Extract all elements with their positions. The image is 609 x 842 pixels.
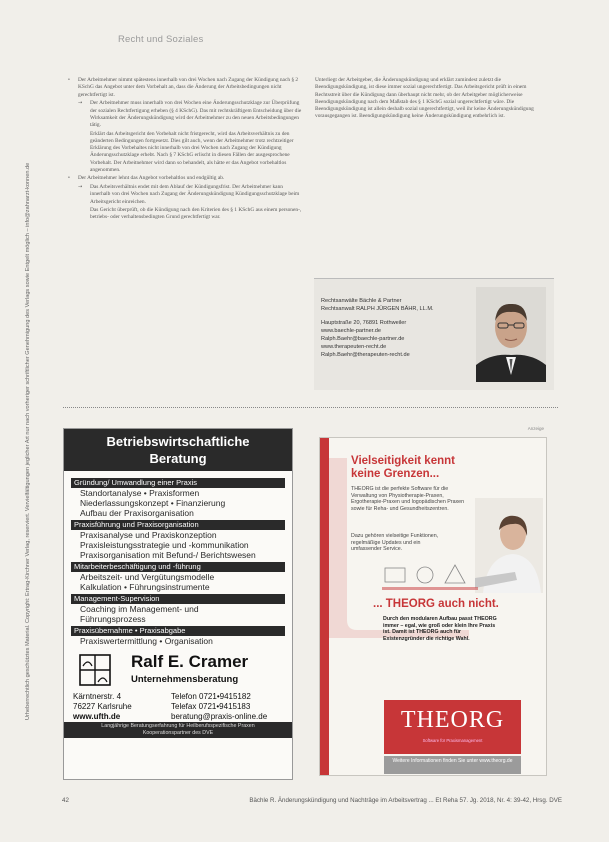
cramer-street: Kärntnerstr. 4 xyxy=(73,692,122,701)
theorg-decor-icons xyxy=(380,553,480,593)
paragraph-arrow: → Der Arbeitnehmer muss innerhalb von drei Wochen eine Änderungsschutzklage zur Überprüfung der sozialen Rechtfertigung erheben (§ 4 KSchG). Das mit rechtskräftigem Entscheidung über die Wirksamkeit der Änderungskündigung wird der Arbeitnehmer zu den neuen Arbeitsbedingungen tätig. xyxy=(66,100,304,129)
cramer-name: Ralf E. Cramer xyxy=(131,652,249,671)
service-item: Praxisanalyse und Praxiskonzeption xyxy=(80,530,217,540)
service-item: Arbeitszeit- und Vergütungsmodelle xyxy=(80,572,215,582)
copyright-sidebar xyxy=(20,120,36,720)
cramer-contact xyxy=(71,692,285,722)
service-category: Praxisübernahme • Praxisabgabe xyxy=(71,626,285,636)
service-item: Coaching im Management- und xyxy=(80,604,199,614)
section-divider xyxy=(63,407,558,408)
section-header: Recht und Soziales xyxy=(118,34,204,45)
service-item: Praxiswertermittlung • Organisation xyxy=(80,636,213,646)
theorg-red-stripe xyxy=(320,438,329,775)
cramer-logo xyxy=(71,652,285,692)
cramer-city: 76227 Karlsruhe xyxy=(73,702,132,711)
author-web-link-2[interactable]: www.therapeuten-recht.de xyxy=(321,344,387,350)
page-number: 42 xyxy=(62,797,69,804)
author-web-link[interactable]: www.baechle-partner.de xyxy=(321,328,382,334)
paragraph-bullet: • Der Arbeitnehmer nimmt spätestens innerhalb von drei Wochen nach Zugang der Kündigung nach § 2 KSchG das Angebot unter dem Vorbehalt an, dass die Änderung der Arbeitsbedingungen nicht gerechtfertigt ist. xyxy=(66,77,304,99)
theorg-headline: Vielseitigkeit kennt keine Grenzen... xyxy=(351,455,455,480)
cramer-email-link[interactable]: beratung@praxis-online.de xyxy=(171,712,268,721)
paragraph-bullet: • Der Arbeitnehmer lehnt das Angebot vorbehaltlos und endgültig ab. xyxy=(66,175,304,182)
citation-reference: Bächle R. Änderungskündigung und Nachträge im Arbeitsvertrag ... Et Reha 57. Jg. 2018, Nr. 4: 39-42, Hrsg. DVE xyxy=(249,797,562,804)
cramer-ad-footer: Langjährige Beratungserfahrung für Heilberufsspezifische Praxen Kooperationspartner des DVE xyxy=(64,722,292,738)
theorg-photo xyxy=(475,498,543,593)
theorg-paragraph: Dazu gehören vielseitige Funktionen, regelmäßige Updates und ein umfassender Service. xyxy=(351,533,439,553)
paragraph-arrow: → Das Arbeitsverhältnis endet mit dem Ablauf der Kündigungsfrist. Der Arbeitnehmer kann innerhalb von drei Wochen nach Zugang der Änderungskündigung Kündigungsschutzklage beim Arbeitsgericht einreichen. xyxy=(66,184,304,206)
theorg-logo-subtitle: Software für Praxismanagement xyxy=(422,738,483,743)
cramer-fax: Telefax 0721•9415183 xyxy=(171,702,251,711)
cramer-subtitle: Unternehmensberatung xyxy=(131,674,239,685)
right-text-column xyxy=(315,77,553,121)
theorg-logo: THEORG xyxy=(384,700,521,754)
service-category: Praxisführung und Praxisorganisation xyxy=(71,520,285,530)
left-text-column xyxy=(66,77,304,223)
theorg-headline-2: ... THEORG auch nicht. xyxy=(373,598,499,610)
author-email-link-2[interactable]: Ralph.Baehr@therapeuten-recht.de xyxy=(321,352,410,358)
service-category: Mitarbeiterbeschäftigung und -führung xyxy=(71,562,285,572)
author-details xyxy=(321,297,471,359)
service-item: Praxisorganisation mit Befund-/ Berichtswesen xyxy=(80,550,256,560)
service-category: Gründung/ Umwandlung einer Praxis xyxy=(71,478,285,488)
theorg-advertisement xyxy=(319,426,547,776)
author-address: Hauptstraße 20, 76891 Rothweiler xyxy=(321,320,407,326)
paragraph-plain: Unterliegt der Arbeitgeber, die Änderungskündigung und erklärt zumindest zuletzt die Beendigungskündigung, ist diese immer sozial ungerechtfertigt. Das Arbeitsgericht prüft in einem Rechtsstreit über die Kündigung dann überhaupt nicht mehr, ob der Arbeitgeber möglicherweise Beendigungskündigung nach dem Maßstab des § 1 KSchG sozial ungerechtfertigt wäre. Die Beendigungskündigung ist allein deshalb sozial ungerechtfertigt, weil ihr keine Änderungskündigung vorausgegangen ist. Beendigungskündigung keine Änderungskündigung entbehrlich ist. xyxy=(315,77,534,120)
ad-note: Anzeige xyxy=(527,426,544,431)
paragraph-indent: Erklärt das Arbeitsgericht den Vorbehalt nicht fristgerecht, wird das Arbeitsverhältnis zu den geänderten Bedingungen fortgesetzt. Dies gilt auch, wenn der Arbeitnehmer trotz rechtzeitiger Erklärung des Vorbehaltes nicht innerhalb von drei Wochen nach Zugang der Kündigung Änderungsschutzklage erhebt. Nach § 7 KSchG erlischt in diesen Fällen der ausgesprochene Vorbehalt. Der Arbeitnehmer wird dann so behandelt, als hätte er das Angebot vorbehaltlos angenommen. xyxy=(90,130,294,174)
service-item: Führungsprozess xyxy=(80,614,146,624)
service-item: Kalkulation • Führungsinstrumente xyxy=(80,582,210,592)
theorg-paragraph-bold: Durch den modularen Aufbau passt THEORG immer – egal, wie groß oder klein Ihre Praxis ist. Damit ist THEORG auch für Existenzgründer die richtige Wahl. xyxy=(383,616,497,642)
theorg-paragraph: THEORG ist die perfekte Software für die Verwaltung von Physiotherapie-Praxen, Ergotherapie-Praxen und logopädischen Praxen sowie für Reha- und Gesundheitszentren. xyxy=(351,486,465,512)
theorg-tagline: Weitere Informationen finden Sie unter www.theorg.de xyxy=(384,756,521,774)
author-photo xyxy=(476,287,546,382)
cramer-advertisement xyxy=(63,428,293,780)
cramer-logo-icon xyxy=(79,654,111,686)
author-box xyxy=(314,278,554,390)
service-item: Standortanalyse • Praxisformen xyxy=(80,488,200,498)
cramer-web-link[interactable]: www.ufth.de xyxy=(73,712,121,721)
service-item: Aufbau der Praxisorganisation xyxy=(80,508,194,518)
author-email-link[interactable]: Ralph.Baehr@baechle-partner.de xyxy=(321,336,405,342)
cramer-ad-title: Betriebswirtschaftliche Beratung xyxy=(64,429,292,471)
author-name: Rechtsanwalt RALPH JÜRGEN BÄHR, LL.M. xyxy=(321,306,434,312)
paragraph-indent: Das Gericht überprüft, ob die Kündigung nach den Kriterien des § 1 KSchG aus einem personen-, betriebs- oder verhaltensbedingten Grund gerechtfertigt war. xyxy=(90,207,302,221)
service-category: Management-Supervision xyxy=(71,594,285,604)
service-item: Praxisleistungsstrategie und -kommunikation xyxy=(80,540,249,550)
service-item: Niederlassungskonzept • Finanzierung xyxy=(80,498,226,508)
author-firm: Rechtsanwälte Bächle & Partner xyxy=(321,298,402,304)
copyright-sidebar-text: Urheberrechtlich geschütztes Material. Copyright: Ertrag-Kirchner Verlag, reserviert. Vervielfältigungen jeglicher Art nur nach vorheriger schriftlicher Genehmigung des Verlags sowie Entgelt möglich – info@zahnarzt-konnen.de xyxy=(25,162,31,720)
cramer-phone: Telefon 0721•9415182 xyxy=(171,692,251,701)
